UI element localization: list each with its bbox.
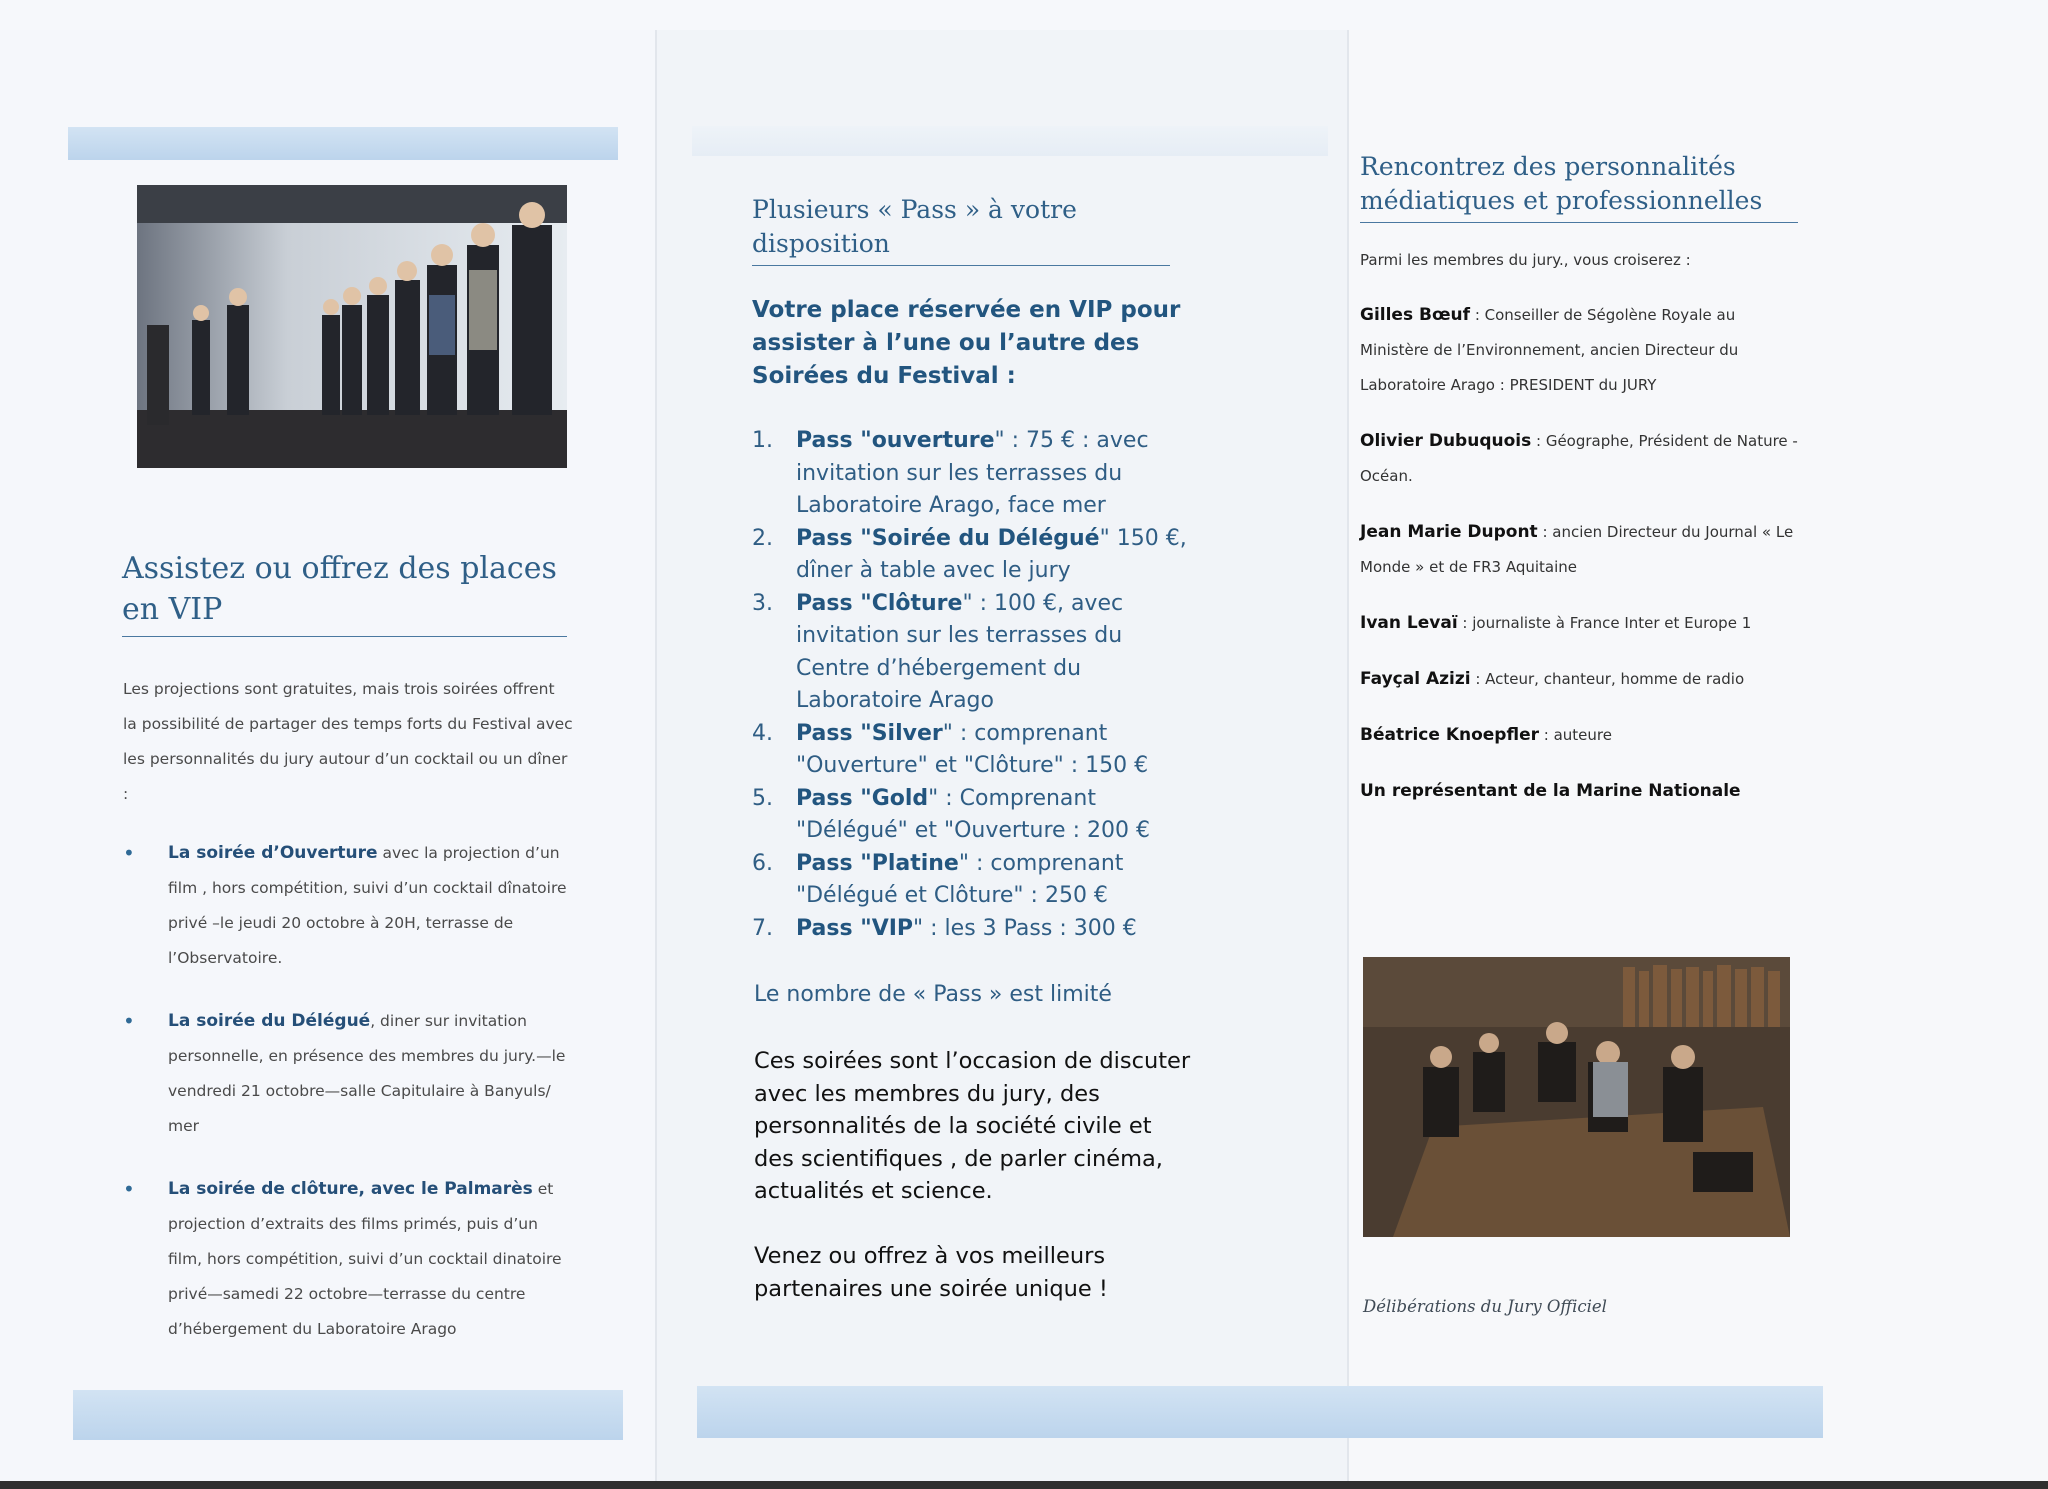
pass-number: 7.: [752, 915, 773, 941]
pass-details: " : Comprenant "Délégué" et "Ouverture : 200 €: [796, 785, 1150, 843]
pass-details: " : comprenant "Ouverture" et "Clôture" : 150 €: [796, 720, 1149, 778]
soiree-title: La soirée de clôture, avec le Palmarès: [168, 1179, 533, 1199]
soiree-description: , diner sur invitation personnelle, en présence des membres du jury.—le vendredi 21 octobre—salle Capitulaire à Banyuls/ mer: [168, 1012, 566, 1135]
pass-name: Pass "Gold: [796, 785, 929, 811]
pass-number: 3.: [752, 590, 773, 616]
soiree-title: La soirée d’Ouverture: [168, 843, 378, 863]
vip-intro-text: Les projections sont gratuites, mais trois soirées offrent la possibilité de partager des temps forts du Festival avec les personnalités du jury autour d’un cocktail ou un dîner :: [123, 680, 573, 803]
pass-heading: Plusieurs « Pass » à votre disposition: [752, 193, 1170, 266]
soirees-description: Ces soirées sont l’occasion de discuter avec les membres du jury, des personnalités de la société civile et des scientifiques , de parler cinéma, actualités et science.: [754, 1048, 1191, 1204]
soiree-title: La soirée du Délégué: [168, 1011, 371, 1031]
pass-list: [752, 425, 1192, 945]
jury-member-name: Un représentant de la Marine Nationale: [1360, 781, 1741, 801]
soiree-description: et projection d’extraits des films primés, puis d’un film, hors compétition, suivi d’un cocktail dinatoire privé—samedi 22 octobre—terrasse du centre d’hébergement du Laboratoire Arago: [168, 1180, 562, 1338]
list-item: [752, 913, 1192, 946]
pass-number: 4.: [752, 720, 773, 746]
jury-member-name: Ivan Levaï: [1360, 613, 1458, 633]
list-item: [752, 848, 1192, 913]
list-item: [752, 588, 1192, 718]
list-item: [752, 783, 1192, 848]
pass-name: Pass "Silver: [796, 720, 943, 746]
pass-name: Pass "Clôture: [796, 590, 963, 616]
pass-intro: Votre place réservée en VIP pour assister à l’une ou l’autre des Soirées du Festival :: [752, 297, 1181, 389]
invitation-text: Venez ou offrez à vos meilleurs partenaires une soirée unique !: [754, 1243, 1108, 1302]
list-item: [123, 1172, 573, 1347]
jury-member-description: : Géographe, Président de Nature -Océan.: [1360, 432, 1798, 485]
jury-list: [1360, 298, 1805, 830]
photo-caption: Délibérations du Jury Officiel: [1363, 1297, 1607, 1316]
jury-member-description: : ancien Directeur du Journal « Le Monde » et de FR3 Aquitaine: [1360, 523, 1794, 576]
jury-member-name: Fayçal Azizi: [1360, 669, 1471, 689]
pass-number: 1.: [752, 428, 773, 453]
middle-bottom-band: [697, 1386, 1823, 1438]
pass-number: 5.: [752, 785, 773, 811]
list-item: [1360, 515, 1805, 585]
pass-name: Pass "Soirée du Délégué: [796, 525, 1100, 551]
pass-details: " : 75 € : avec invitation sur les terrasses du Laboratoire Arago, face mer: [796, 428, 1149, 518]
pass-details: " : les 3 Pass : 300 €: [913, 915, 1137, 941]
middle-top-band: [692, 126, 1328, 156]
pass-number: 2.: [752, 525, 773, 551]
jury-member-name: Gilles Bœuf: [1360, 305, 1471, 325]
pass-number: 6.: [752, 850, 773, 876]
pass-details: " : comprenant "Délégué et Clôture" : 250 €: [796, 850, 1124, 908]
list-item: [1360, 298, 1805, 403]
stage-group-photo: [137, 185, 567, 468]
list-item: [123, 1004, 573, 1144]
list-item: [752, 718, 1192, 783]
list-item: [1360, 606, 1805, 641]
jury-member-description: : Acteur, chanteur, homme de radio: [1470, 670, 1745, 688]
jury-deliberation-photo: [1363, 957, 1790, 1237]
pass-details: " 150 €, dîner à table avec le jury: [796, 525, 1187, 583]
jury-member-name: Jean Marie Dupont: [1360, 522, 1538, 542]
jury-member-name: Béatrice Knoepfler: [1360, 725, 1539, 745]
pass-name: Pass "Platine: [796, 850, 959, 876]
list-item: [123, 836, 573, 976]
list-item: [1360, 718, 1805, 753]
soiree-description: avec la projection d’un film , hors compétition, suivi d’un cocktail dînatoire privé –le jeudi 20 octobre à 20H, terrasse de l’Observatoire.: [168, 844, 567, 967]
pass-name: Pass "VIP: [796, 915, 914, 941]
scan-bottom-edge: [0, 1481, 2048, 1489]
fold-line-right: [1347, 30, 1349, 1481]
jury-member-description: : Conseiller de Ségolène Royale au Ministère de l’Environnement, ancien Directeur du Laboratoire Arago : PRESIDENT du JURY: [1360, 306, 1739, 394]
left-top-band: [68, 127, 618, 160]
list-item: [1360, 424, 1805, 494]
fold-line-left: [655, 30, 657, 1481]
jury-intro: Parmi les membres du jury., vous croiserez :: [1360, 251, 1691, 269]
jury-member-description: : journaliste à France Inter et Europe 1: [1457, 614, 1752, 632]
soirees-list: [123, 836, 573, 1375]
list-item: [752, 425, 1192, 523]
jury-heading: Rencontrez des personnalités médiatiques et professionnelles: [1360, 150, 1798, 223]
list-item: [752, 523, 1192, 588]
list-item: [1360, 774, 1805, 809]
vip-heading: Assistez ou offrez des places en VIP: [122, 548, 567, 637]
left-bottom-band: [73, 1390, 623, 1440]
pass-limit-note: Le nombre de « Pass » est limité: [754, 982, 1112, 1007]
jury-member-description: : auteure: [1539, 726, 1612, 744]
jury-member-name: Olivier Dubuquois: [1360, 431, 1532, 451]
pass-details: " : 100 €, avec invitation sur les terrasses du Centre d’hébergement du Laboratoire Arago: [796, 590, 1124, 713]
pass-name: Pass "ouverture: [796, 428, 995, 453]
list-item: [1360, 662, 1805, 697]
